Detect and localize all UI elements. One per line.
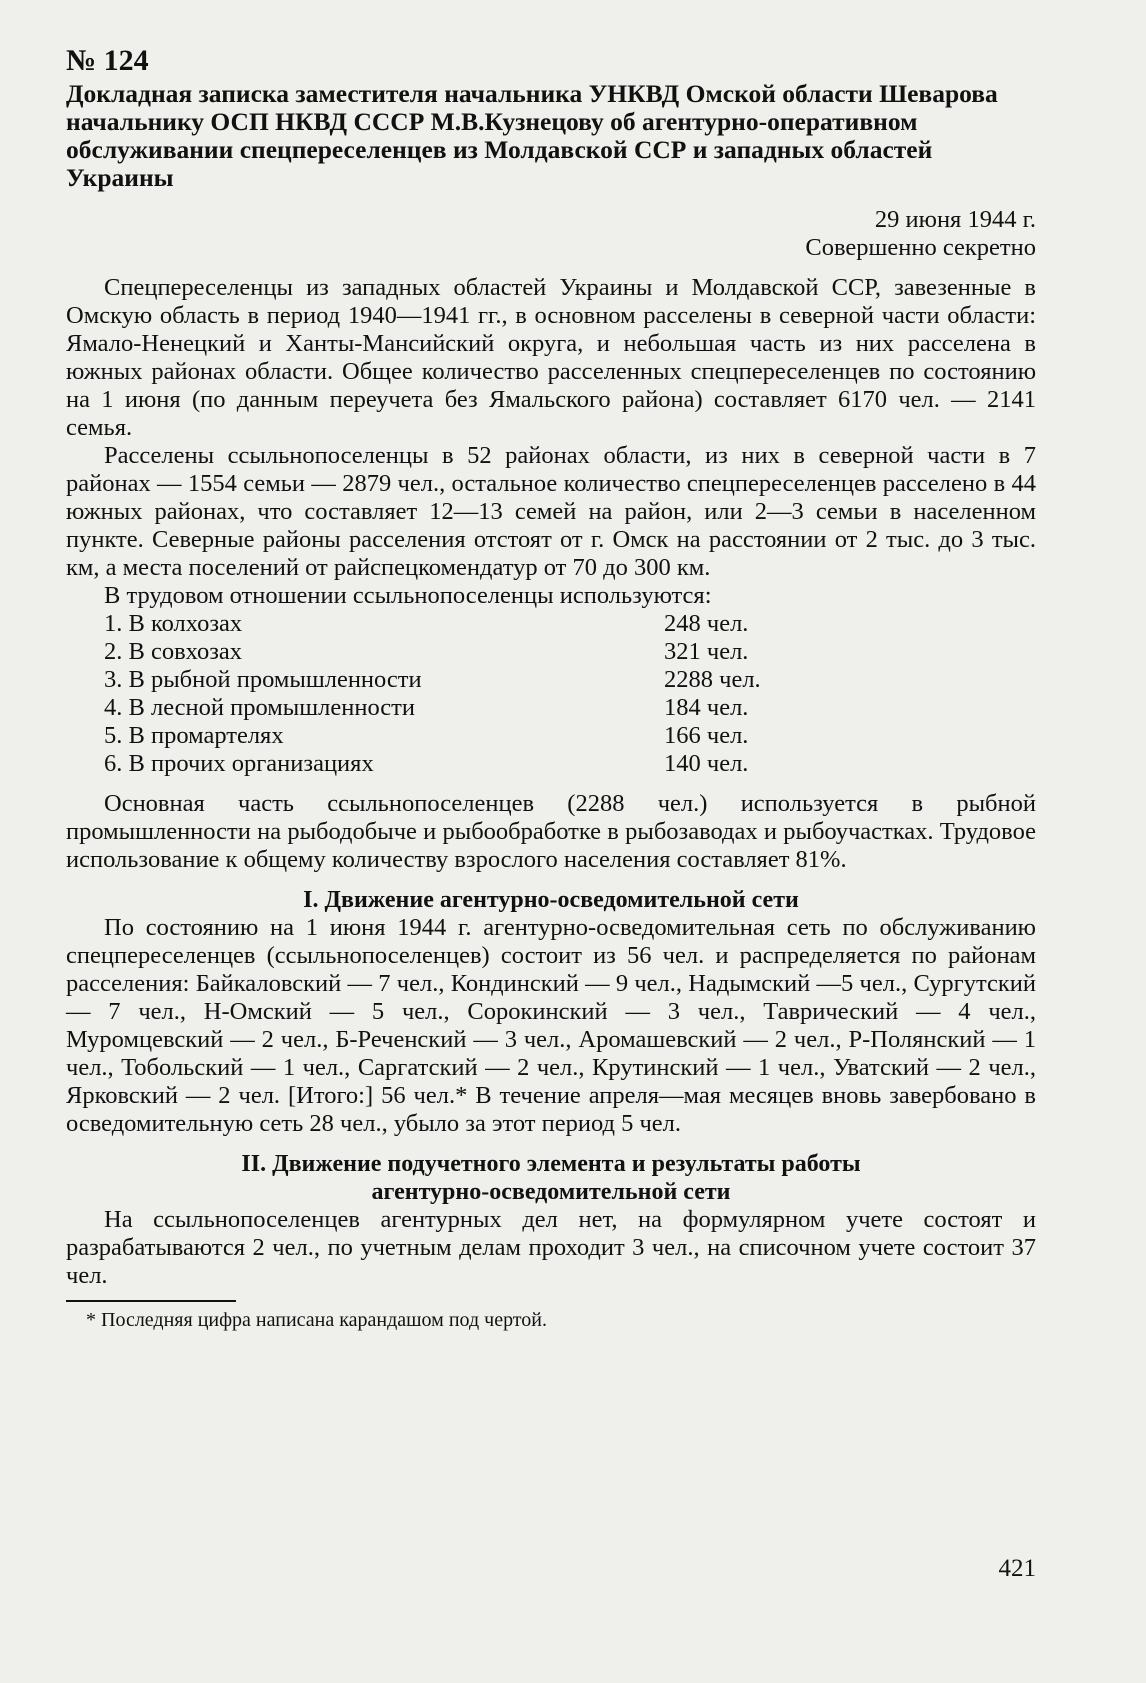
list-item-value: 2288 чел. — [664, 666, 761, 693]
list-item-value: 248 чел. — [664, 610, 749, 637]
paragraph-districts: Расселены ссыльнопоселенцы в 52 районах области, из них в северной части в 7 районах — 1554 семьи — 2879 чел., остальное количество спецпереселенцев расселено в 44 южных районах, что составляет 12—13 семей на район, или 2—3 семьи в населенном пункте. Северные районы расселения отстоят от г. Омск на расстоянии от 2 тыс. до 3 тыс. км, а места поселений от райспецкомендатур от 70 до 300 км. — [66, 442, 1036, 581]
list-item-value: 184 чел. — [664, 694, 749, 721]
paragraph-settlement: Спецпереселенцы из западных областей Украины и Молдавской ССР, завезенные в Омскую область в период 1940—1941 гг., в основном расселены в северной части области: Ямало-Ненецкий и Ханты-Мансийский округа, и небольшая часть из них расселена в южных районах области. Общее количество расселенных спецпереселенцев по состоянию на 1 июня (по данным переучета без Ямальского района) составляет 6170 чел. — 2141 семья. — [66, 274, 1036, 441]
list-item — [104, 638, 1036, 666]
document-body — [66, 44, 1036, 1332]
page-number: 421 — [998, 1555, 1036, 1582]
list-item — [104, 610, 1036, 638]
document-date: 29 июня 1944 г. — [874, 206, 1036, 233]
document-number: № 124 — [66, 44, 149, 77]
classification-label: Совершенно секретно — [805, 234, 1036, 261]
list-item — [104, 666, 1036, 694]
footnote-divider — [66, 1300, 236, 1302]
list-item-label: 5. В промартелях — [104, 722, 284, 749]
paragraph-results: На ссыльнопоселенцев агентурных дел нет, на формулярном учете состоят и разрабатываются 2 чел., по учетным делам проходит 3 чел., на списочном учете состоит 37 чел. — [66, 1206, 1036, 1289]
list-item-value: 166 чел. — [664, 722, 749, 749]
section-heading-network: I. Движение агентурно-осведомительной сети — [303, 887, 799, 913]
list-item — [104, 750, 1036, 778]
list-item-label: 1. В колхозах — [104, 610, 243, 637]
paragraph-labor-intro: В трудовом отношении ссыльнопоселенцы используются: — [104, 582, 712, 609]
footnote: * Последняя цифра написана карандашом под чертой. — [86, 1309, 547, 1331]
paragraph-labor-summary: Основная часть ссыльнопоселенцев (2288 чел.) используется в рыбной промышленности на рыбодобыче и рыбообработке в рыбозаводах и рыбоучастках. Трудовое использование к общему количеству взрослого населения составляет 81%. — [66, 790, 1036, 873]
section-heading-results-line2: агентурно-осведомительной сети — [371, 1179, 731, 1205]
labor-list — [104, 610, 1036, 778]
list-item-value: 321 чел. — [664, 638, 749, 665]
document-title: Докладная записка заместителя начальника УНКВД Омской области Шеварова начальнику ОСП НКВД СССР М.В.Кузнецову об агентурно-оперативном обслуживании спецпереселенцев из Молдавской ССР и западных областей Украины — [66, 79, 998, 192]
paragraph-network: По состоянию на 1 июня 1944 г. агентурно-осведомительная сеть по обслуживанию спецпереселенцев (ссыльнопоселенцев) состоит из 56 чел. и распределяется по районам расселения: Байкаловский — 7 чел., Кондинский — 9 чел., Надымский —5 чел., Сургутский — 7 чел., Н-Омский — 5 чел., Сорокинский — 3 чел., Таврический — 4 чел., Муромцевский — 2 чел., Б-Реченский — 3 чел., Аромашевский — 2 чел., Р-Полянский — 1 чел., Тобольский — 1 чел., Саргатский — 2 чел., Крутинский — 1 чел., Уватский — 2 чел., Ярковский — 2 чел. [Итого:] 56 чел.* В течение апреля—мая месяцев вновь завербовано в осведомительную сеть 28 чел., убыло за этот период 5 чел. — [66, 914, 1036, 1137]
list-item-label: 6. В прочих организациях — [104, 750, 374, 777]
section-heading-results: II. Движение подучетного элемента и результаты работы — [241, 1151, 861, 1177]
list-item — [104, 694, 1036, 722]
list-item-label: 2. В совхозах — [104, 638, 243, 665]
list-item-label: 3. В рыбной промышленности — [104, 666, 422, 693]
list-item-value: 140 чел. — [664, 750, 749, 777]
list-item — [104, 722, 1036, 750]
list-item-label: 4. В лесной промышленности — [104, 694, 415, 721]
